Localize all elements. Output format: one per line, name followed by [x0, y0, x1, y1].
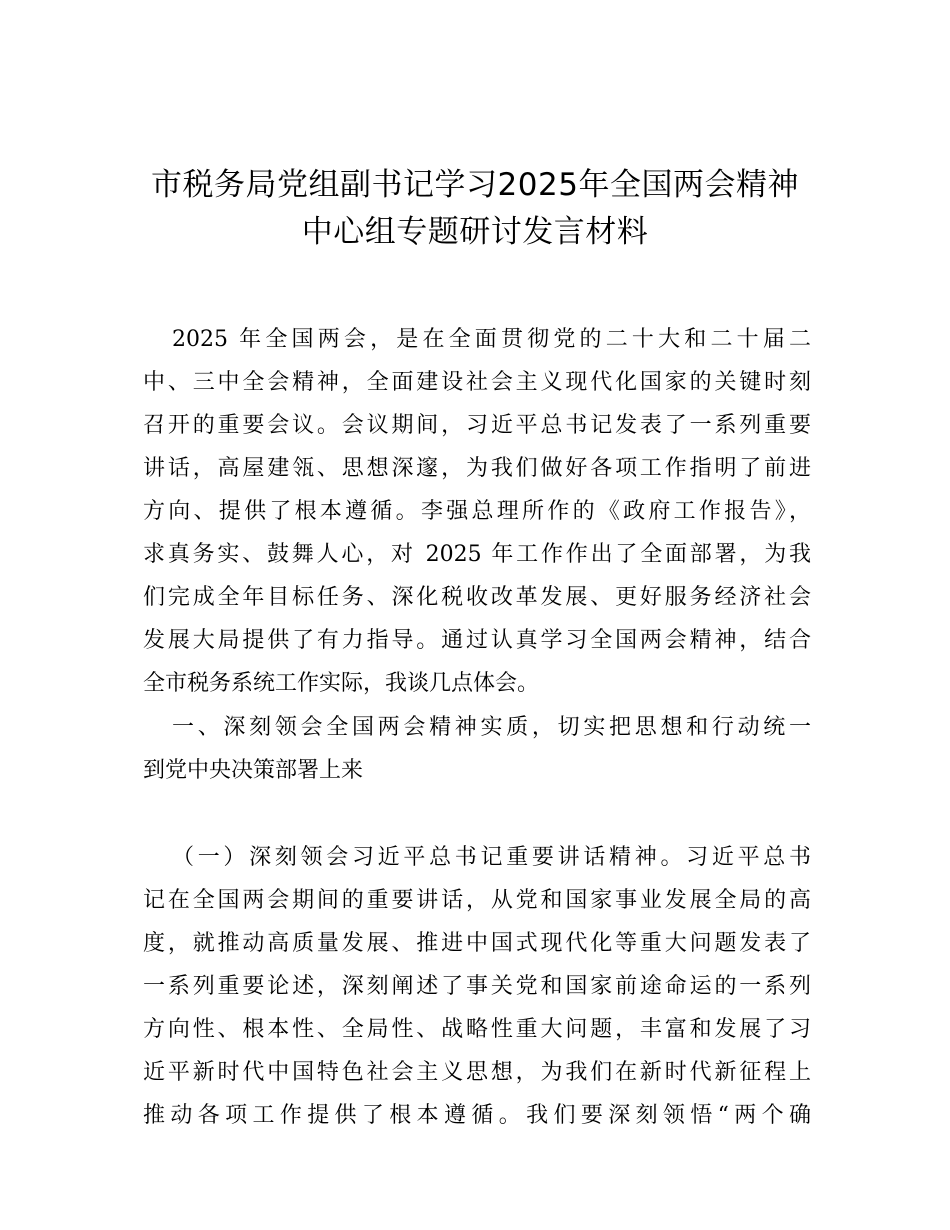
document-title-line-1: 市税务局党组副书记学习2025年全国两会精神	[151, 167, 799, 203]
text-line: 记在全国两会期间的重要讲话，从党和国家事业发展全局的高	[143, 888, 811, 913]
text-line: 全市税务系统工作实际，我谈几点体会。	[143, 671, 540, 696]
section-heading-1	[143, 706, 811, 792]
text-line: 方向、提供了根本遵循。李强总理所作的《政府工作报告》，	[143, 499, 811, 524]
text-line: （一）深刻领会习近平总书记重要讲话精神。习近平总书	[172, 845, 811, 870]
intro-paragraph	[143, 318, 811, 705]
text-line: 近平新时代中国特色社会主义思想，为我们在新时代新征程上	[143, 1060, 811, 1085]
text-line: 度，就推动高质量发展、推进中国式现代化等重大问题发表了	[143, 931, 811, 956]
text-line: 发展大局提供了有力指导。通过认真学习全国两会精神，结合	[143, 628, 811, 653]
text-line: 方向性、根本性、全局性、战略性重大问题，丰富和发展了习	[143, 1017, 811, 1042]
subsection-paragraph-1	[143, 836, 811, 1137]
text-line: 求真务实、鼓舞人心，对 2025 年工作作出了全面部署，为我	[143, 542, 811, 567]
text-line: 推动各项工作提供了根本遵循。我们要深刻领悟“两个确	[143, 1103, 811, 1128]
text-line: 一系列重要论述，深刻阐述了事关党和国家前途命运的一系列	[143, 974, 811, 999]
text-line: 一、深刻领会全国两会精神实质，切实把思想和行动统一	[172, 715, 811, 740]
text-line: 讲话，高屋建瓴、思想深邃，为我们做好各项工作指明了前进	[143, 456, 811, 481]
text-line: 中、三中全会精神，全面建设社会主义现代化国家的关键时刻	[143, 370, 811, 395]
text-line: 到党中央决策部署上来	[143, 758, 364, 783]
text-line: 召开的重要会议。会议期间，习近平总书记发表了一系列重要	[143, 413, 811, 438]
text-line: 2025 年全国两会，是在全面贯彻党的二十大和二十届二	[172, 327, 811, 352]
document-title-line-2: 中心组专题研讨发言材料	[301, 214, 649, 250]
text-line: 们完成全年目标任务、深化税收改革发展、更好服务经济社会	[143, 585, 811, 610]
